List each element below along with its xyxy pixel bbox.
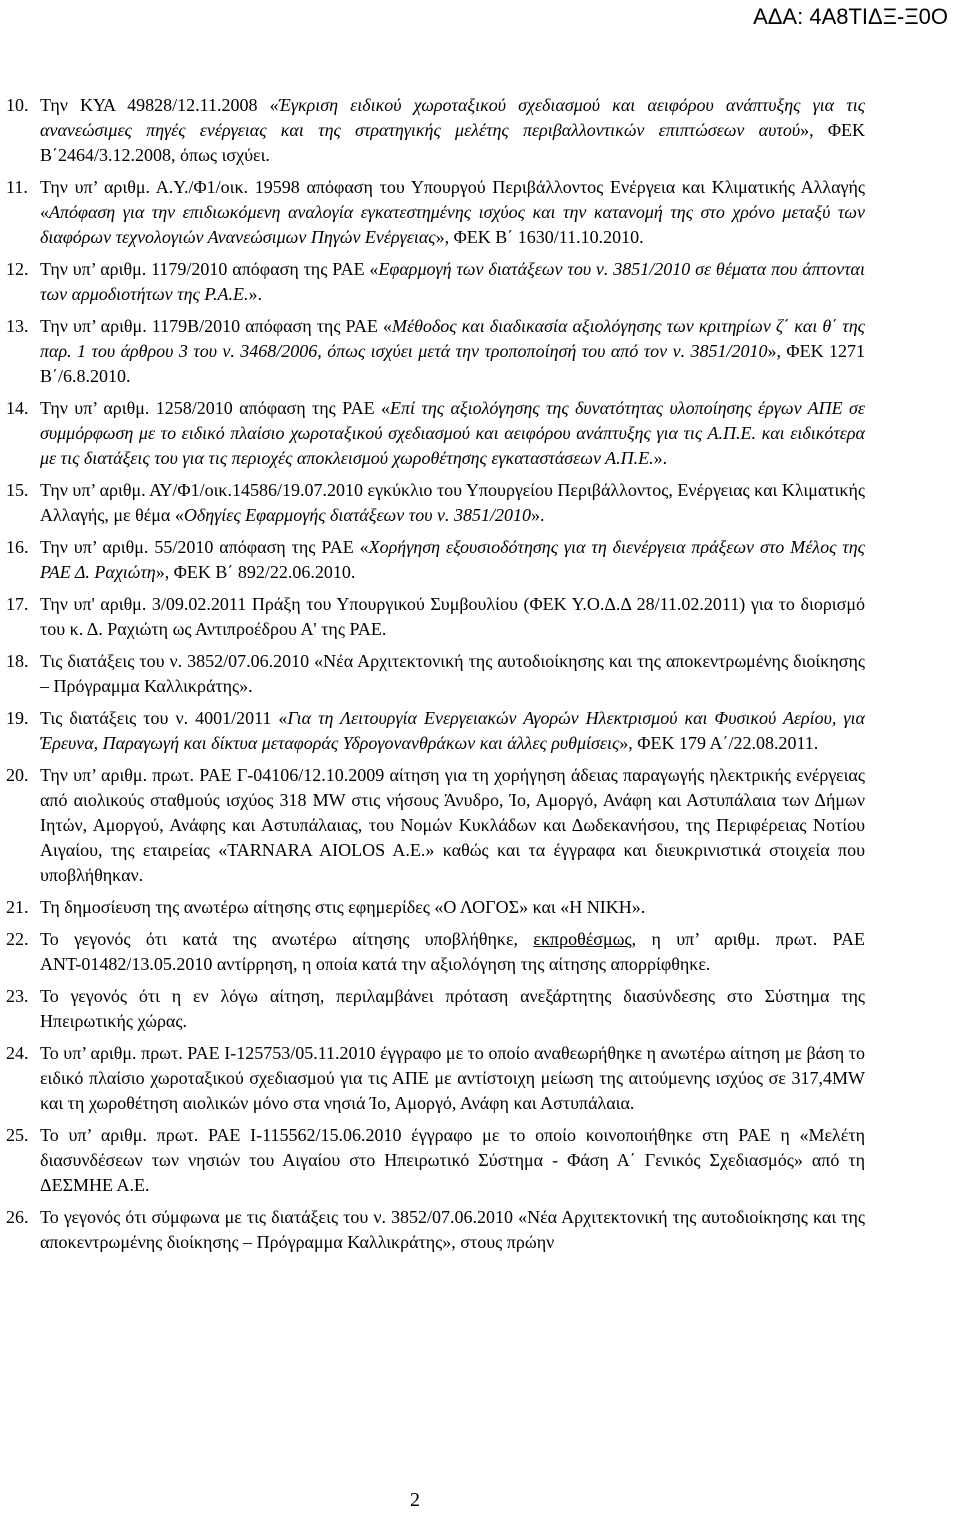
item-number: 12. (6, 259, 29, 279)
text-run: Το υπ’ αριθμ. πρωτ. ΡΑΕ Ι-115562/15.06.2010 έγγραφο με το οποίο κοινοποιήθηκε στη ΡΑΕ η «Μελέτη διασυνδέσεων των νησιών του Αιγαίου στο Ηπειρωτικό Σύστημα - Φάση Α΄ Γενικός Σχεδιασμός» από τη ΔΕΣΜΗΕ Α.Ε. (40, 1125, 865, 1195)
item-number: 22. (6, 929, 29, 949)
item-text (40, 592, 865, 642)
list-item (0, 927, 960, 977)
list-item (0, 1041, 960, 1116)
item-text (40, 478, 865, 528)
text-run: Το γεγονός ότι κατά της ανωτέρω αίτησης υποβλήθηκε, (40, 929, 534, 949)
item-number: 24. (6, 1043, 29, 1063)
item-text (40, 93, 865, 168)
list-item (0, 535, 960, 585)
italic-text: Μέθοδος και διαδικασία αξιολόγησης των κριτηρίων ζ΄ και θ΄ της παρ. 1 του άρθρου 3 του ν. 3468/2006, όπως ισχύει μετά την τροποποίησή του από τον ν. 3851/2010 (40, 316, 865, 361)
item-text (40, 984, 865, 1034)
item-text (40, 257, 865, 307)
item-text (40, 895, 865, 920)
item-number: 23. (6, 986, 29, 1006)
item-text (40, 314, 865, 389)
item-text (40, 396, 865, 471)
item-text (40, 1041, 865, 1116)
italic-text: Επί της αξιολόγησης της δυνατότητας υλοποίησης έργων ΑΠΕ σε συμμόρφωση με το ειδικό πλαίσιο χωροταξικού σχεδιασμού και αειφόρου ανάπτυξης για τις Α.Π.Ε. και ειδικότερα με τις διατάξεις του για τις περιοχές αποκλεισμού χωροθέτησης εγκαταστάσεων Α.Π.Ε. (40, 398, 865, 468)
item-text (40, 927, 865, 977)
item-text (40, 649, 865, 699)
item-text (40, 175, 865, 250)
item-number: 14. (6, 398, 29, 418)
text-run: Τη δημοσίευση της ανωτέρω αίτησης στις εφημερίδες «Ο ΛΟΓΟΣ» και «Η ΝΙΚΗ». (40, 897, 646, 917)
text-run: η υπ’ αριθμ. πρωτ. ΡΑΕ ΑΝΤ-01482/13.05.2010 αντίρρηση, η οποία κατά την αξιολόγηση της αίτησης απορρίφθηκε. (40, 929, 866, 974)
text-run: Την υπ’ αριθμ. 1179/2010 απόφαση της ΡΑΕ « (40, 259, 379, 279)
item-text (40, 706, 865, 756)
text-run: Τις διατάξεις του ν. 4001/2011 « (40, 708, 288, 728)
document-body (0, 93, 960, 1262)
item-text (40, 1205, 865, 1255)
italic-text: Χορήγηση εξουσιοδότησης για τη διενέργεια πράξεων στο Μέλος της ΡΑΕ Δ. Ραχιώτη (40, 537, 865, 582)
text-run: ». (248, 284, 263, 304)
list-item (0, 478, 960, 528)
item-number: 15. (6, 480, 29, 500)
text-run: Την υπ’ αριθμ. 1179Β/2010 απόφαση της ΡΑΕ « (40, 316, 392, 336)
text-run: Την υπ’ αριθμ. 1258/2010 απόφαση της ΡΑΕ « (40, 398, 390, 418)
text-run: », ΦΕΚ Β΄2464/3.12.2008, όπως ισχύει. (40, 120, 865, 165)
list-item (0, 1205, 960, 1255)
list-item (0, 592, 960, 642)
list-item (0, 984, 960, 1034)
text-run: Τις διατάξεις του ν. 3852/07.06.2010 «Νέα Αρχιτεκτονική της αυτοδιοίκησης και της αποκεντρωμένης διοίκησης – Πρόγραμμα Καλλικράτης». (40, 651, 865, 696)
item-number: 19. (6, 708, 29, 728)
list-item (0, 1123, 960, 1198)
list-item (0, 706, 960, 756)
text-run: », ΦΕΚ Β΄ 892/22.06.2010. (155, 562, 356, 582)
list-item (0, 895, 960, 920)
text-run: Την ΚΥΑ 49828/12.11.2008 « (40, 95, 279, 115)
ada-code-header: ΑΔΑ: 4Α8ΤΙΔΞ-Ξ0Ο (753, 4, 948, 29)
list-item (0, 93, 960, 168)
item-number: 17. (6, 594, 29, 614)
italic-text: Απόφαση για την επιδιωκόμενη αναλογία εγκατεστημένης ισχύος και την κατανομή της στο χρόνο μεταξύ των διαφόρων τεχνολογιών Ανανεώσιμων Πηγών Ενέργειας (40, 202, 865, 247)
list-item (0, 763, 960, 888)
item-number: 16. (6, 537, 29, 557)
item-number: 25. (6, 1125, 29, 1145)
item-number: 11. (6, 177, 28, 197)
text-run: Την υπ’ αριθμ. πρωτ. ΡΑΕ Γ-04106/12.10.2009 αίτηση για τη χορήγηση άδειας παραγωγής ηλεκτρικής ενέργειας από αιολικούς σταθμούς ισχύος 318 MW στις νήσους Άνυδρο, Ίο, Αμοργό, Ανάφη και Αστυπάλαια των Δήμων Ιητών, Αμοργού, Ανάφης και Αστυπάλαιας, του Νομών Κυκλάδων και Δωδεκανήσου, της Περιφέρειας Νοτίου Αιγαίου, της εταιρείας «TARNARA AIOLOS A.E.» καθώς και τα έγγραφα και διευκρινιστικά στοιχεία που υποβλήθηκαν. (40, 765, 865, 885)
item-number: 13. (6, 316, 29, 336)
item-number: 18. (6, 651, 29, 671)
text-run: », ΦΕΚ 1271 Β΄/6.8.2010. (40, 341, 866, 386)
text-run: Το γεγονός ότι σύμφωνα με τις διατάξεις του ν. 3852/07.06.2010 «Νέα Αρχιτεκτονική της αυτοδιοίκησης και της αποκεντρωμένης διοίκησης – Πρόγραμμα Καλλικράτης», στους πρώην (40, 1207, 865, 1252)
list-item (0, 175, 960, 250)
text-run: Το γεγονός ότι η εν λόγω αίτηση, περιλαμβάνει πρόταση ανεξάρτητης διασύνδεσης στο Σύστημα της Ηπειρωτικής χώρας. (40, 986, 865, 1031)
italic-text: Εφαρμογή των διατάξεων του ν. 3851/2010 σε θέματα που άπτονται των αρμοδιοτήτων της Ρ.Α.Ε. (40, 259, 865, 304)
list-item (0, 649, 960, 699)
italic-text: Έγκριση ειδικού χωροταξικού σχεδιασμού και αειφόρου ανάπτυξης για τις ανανεώσιμες πηγές ενέργειας και της στρατηγικής μελέτης περιβαλλοντικών επιπτώσεων αυτού (40, 95, 865, 140)
list-item (0, 396, 960, 471)
text-run: », ΦΕΚ Β΄ 1630/11.10.2010. (435, 227, 644, 247)
italic-text: Οδηγίες Εφαρμογής διατάξεων του ν. 3851/2010 (183, 505, 531, 525)
item-text (40, 763, 865, 888)
text-run: Την υπ’ αριθμ. 55/2010 απόφαση της ΡΑΕ « (40, 537, 369, 557)
item-text (40, 1123, 865, 1198)
italic-text: Για τη Λειτουργία Ενεργειακών Αγορών Ηλεκτρισμού και Φυσικού Αερίου, για Έρευνα, Παραγωγή και δίκτυα μεταφοράς Υδρογονανθράκων και άλλες ρυθμίσεις (40, 708, 865, 753)
text-run: Το υπ’ αριθμ. πρωτ. ΡΑΕ Ι-125753/05.11.2010 έγγραφο με το οποίο αναθεωρήθηκε η ανωτέρω αίτηση με βάση το ειδικό πλαίσιο χωροταξικού σχεδιασμού για τις ΑΠΕ με αντίστοιχη μείωση της αιτούμενης ισχύος σε 317,4MW και τη χωροθέτηση αιολικών μόνο στα νησιά Ίο, Αμοργό, Ανάφη και Αστυπάλαια. (40, 1043, 865, 1113)
page-number: 2 (410, 1489, 420, 1511)
item-number: 26. (6, 1207, 29, 1227)
item-number: 21. (6, 897, 29, 917)
list-item (0, 257, 960, 307)
item-number: 20. (6, 765, 29, 785)
underlined-text: εκπροθέσμως, (533, 929, 637, 949)
item-number: 10. (6, 95, 29, 115)
text-run: ». (653, 448, 668, 468)
item-text (40, 535, 865, 585)
list-item (0, 314, 960, 389)
text-run: Την υπ’ αριθμ. ΑΥ/Φ1/οικ.14586/19.07.2010 εγκύκλιο του Υπουργείου Περιβάλλοντος, Ενέργειας και Κλιματικής Αλλαγής, με θέμα « (40, 480, 865, 525)
text-run: Την υπ’ αριθμ. Α.Υ./Φ1/οικ. 19598 απόφαση του Υπουργού Περιβάλλοντος Ενέργεια και Κλιματικής Αλλαγής « (40, 177, 865, 222)
text-run: Την υπ' αριθμ. 3/09.02.2011 Πράξη του Υπουργικού Συμβουλίου (ΦΕΚ Υ.Ο.Δ.Δ 28/11.02.2011) για το διορισμό του κ. Δ. Ραχιώτη ως Αντιπροέδρου Α' της ΡΑΕ. (40, 594, 865, 639)
text-run: », ΦΕΚ 179 Α΄/22.08.2011. (619, 733, 819, 753)
text-run: ». (530, 505, 545, 525)
